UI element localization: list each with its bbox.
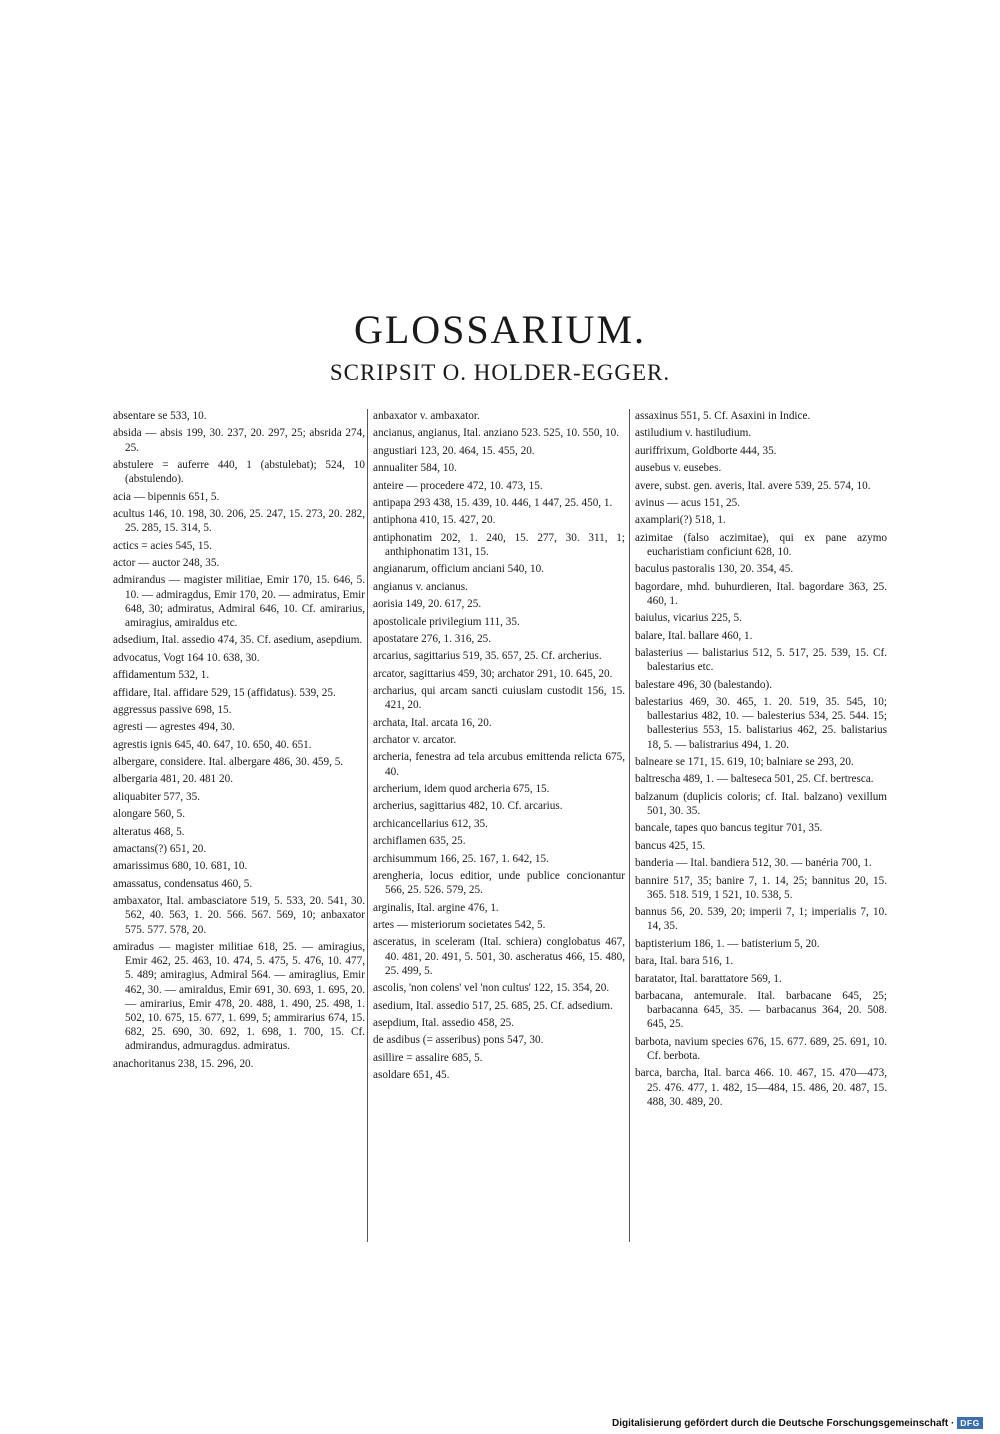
glossary-entry: amactans(?) 651, 20. bbox=[113, 843, 207, 856]
glossary-entry: bannire 517, 35; banire 7, 1. 14, 25; bannitus 20, 15. 365. 518. 519, 1 521, 10. 538, 5. bbox=[635, 874, 887, 901]
glossary-entry: agresti — agrestes 494, 30. bbox=[113, 721, 235, 734]
glossary-entry: bara, Ital. bara 516, 1. bbox=[635, 955, 734, 968]
glossary-entry: arcarius, sagittarius 519, 35. 657, 25. Cf. archerius. bbox=[373, 650, 602, 663]
glossary-entry: annualiter 584, 10. bbox=[373, 462, 457, 475]
glossary-entry: apostatare 276, 1. 316, 25. bbox=[373, 632, 492, 645]
glossary-entry: actor — auctor 248, 35. bbox=[113, 556, 220, 569]
glossary-entry: acultus 146, 10. 198, 30. 206, 25. 247, 15. 273, 20. 282, 25. 285, 15. 314, 5. bbox=[113, 507, 365, 535]
glossary-entry: archicancellarius 612, 35. bbox=[373, 817, 488, 830]
glossary-entry: admirandus — magister militiae, Emir 170, 15. 646, 5. 10. — admiragdus, Emir 170, 20. — admiratus, Emir 648, 30; admiratus, Admiral 646, 10. Cf. amirarius, amiragius, amiraldus etc. bbox=[113, 574, 365, 629]
glossary-entry: amarissimus 680, 10. 681, 10. bbox=[113, 860, 248, 873]
glossary-entry: aliquabiter 577, 35. bbox=[113, 790, 200, 803]
glossary-entry: avinus — acus 151, 25. bbox=[635, 496, 741, 509]
glossary-entry: azimitae (falso aczimitae), qui ex pane azymo eucharistiam conficiunt 628, 10. bbox=[635, 531, 887, 558]
glossary-entry: affidamentum 532, 1. bbox=[113, 669, 210, 682]
glossary-entry: asedium, Ital. assedio 517, 25. 685, 25. Cf. adsedium. bbox=[373, 999, 613, 1012]
glossary-entry: antiphonatim 202, 1. 240, 15. 277, 30. 311, 1; anthiphonatim 131, 15. bbox=[373, 531, 625, 558]
glossary-entry: balare, Ital. ballare 460, 1. bbox=[635, 629, 753, 642]
glossary-entry: asoldare 651, 45. bbox=[373, 1069, 450, 1082]
glossary-entry: anbaxator v. ambaxator. bbox=[373, 410, 480, 422]
glossary-entry: anteire — procedere 472, 10. 473, 15. bbox=[373, 479, 543, 492]
glossary-column-3 bbox=[635, 409, 887, 1112]
column-rule bbox=[629, 409, 630, 1242]
glossary-entry: archata, Ital. arcata 16, 20. bbox=[373, 716, 492, 729]
glossary-entry: baratator, Ital. barattatore 569, 1. bbox=[635, 972, 782, 985]
glossary-entry: ascolis, 'non colens' vel 'non cultus' 122, 15. 354, 20. bbox=[373, 982, 610, 995]
glossary-entry: bancale, tapes quo bancus tegitur 701, 35. bbox=[635, 822, 823, 835]
glossary-entry: albergaria 481, 20. 481 20. bbox=[113, 773, 234, 786]
glossary-entry: avere, subst. gen. averis, Ital. avere 539, 25. 574, 10. bbox=[635, 479, 871, 492]
glossary-entry: adsedium, Ital. assedio 474, 35. Cf. asedium, asepdium. bbox=[113, 634, 363, 647]
glossary-entry: banderia — Ital. bandiera 512, 30. — banéria 700, 1. bbox=[635, 857, 872, 870]
glossary-entry: balasterius — balistarius 512, 5. 517, 25. 539, 15. Cf. balestarius etc. bbox=[635, 647, 887, 674]
glossary-entry: bannus 56, 20. 539, 20; imperii 7, 1; imperialis 7, 10. 14, 35. bbox=[635, 906, 887, 933]
glossary-entry: advocatus, Vogt 164 10. 638, 30. bbox=[113, 651, 260, 664]
glossary-entry: ausebus v. eusebes. bbox=[635, 462, 722, 475]
glossary-entry: baculus pastoralis 130, 20. 354, 45. bbox=[635, 563, 794, 576]
page-title: GLOSSARIUM. bbox=[353, 307, 647, 352]
column-rule bbox=[367, 409, 368, 1242]
glossary-entry: asepdium, Ital. assedio 458, 25. bbox=[373, 1016, 515, 1029]
glossary-entry: aggressus passive 698, 15. bbox=[113, 703, 232, 716]
glossary-entry: apostolicale privilegium 111, 35. bbox=[373, 615, 520, 628]
glossary-entry: alteratus 468, 5. bbox=[113, 825, 185, 838]
glossary-entry: archeria, fenestra ad tela arcubus emittenda relicta 675, 40. bbox=[373, 751, 625, 778]
glossary-entry: bagordare, mhd. buhurdieren, Ital. bagordare 363, 25. 460, 1. bbox=[635, 580, 887, 607]
glossary-entry: asceratus, in sceleram (Ital. schiera) conglobatus 467, 40. 481, 20. 491, 5. 501, 30. ascheratus 466, 15. 480, 25. 499, 5. bbox=[373, 936, 625, 977]
glossary-entry: bancus 425, 15. bbox=[635, 839, 706, 852]
glossary-entry: angianarum, officium anciani 540, 10. bbox=[373, 563, 544, 576]
glossary-entry: acia — bipennis 651, 5. bbox=[113, 490, 220, 503]
glossary-entry: barbacana, antemurale. Ital. barbacane 645, 25; barbacanna 645, 35. — barbacanus 364, 20. 508. 645, 25. bbox=[635, 989, 887, 1031]
glossary-entry: baptisterium 186, 1. — batisterium 5, 20. bbox=[635, 937, 820, 950]
glossary-entry: actics = acies 545, 15. bbox=[113, 539, 212, 552]
glossary-column-1 bbox=[113, 409, 365, 1074]
glossary-entry: angustiari 123, 20. 464, 15. 455, 20. bbox=[373, 444, 535, 457]
glossary-entry: archisummum 166, 25. 167, 1. 642, 15. bbox=[373, 852, 549, 865]
glossary-entry: albergare, considere. Ital. albergare 486, 30. 459, 5. bbox=[113, 756, 344, 769]
glossary-entry: arengheria, locus editior, unde publice concionantur 566, 25. 526. 579, 25. bbox=[373, 869, 625, 897]
glossary-entry: barca, barcha, Ital. barca 466. 10. 467, 15. 470—473, 25. 476. 477, 1. 482, 15—484, 15. 486, 20. 487, 15. 488, 30. 489, 20. bbox=[635, 1067, 887, 1108]
glossary-entry: barbota, navium species 676, 15. 677. 689, 25. 691, 10. Cf. berbota. bbox=[635, 1035, 887, 1062]
glossary-entry: asillire = assalire 685, 5. bbox=[373, 1051, 483, 1064]
glossary-entry: ambaxator, Ital. ambasciatore 519, 5. 533, 20. 541, 30. 562, 40. 563, 1. 20. 566. 567. 569, 10; anbaxator 575. 577. 578, 20. bbox=[113, 895, 365, 936]
page-subtitle: SCRIPSIT O. HOLDER-EGGER. bbox=[329, 360, 671, 385]
glossary-entry: aorisia 149, 20. 617, 25. bbox=[373, 598, 482, 611]
glossary-entry: archerius, sagittarius 482, 10. Cf. arcarius. bbox=[373, 800, 563, 813]
glossary-entry: affidare, Ital. affidare 529, 15 (affidatus). 539, 25. bbox=[113, 686, 336, 699]
glossary-entry: arginalis, Ital. argine 476, 1. bbox=[373, 901, 499, 914]
glossary-entry: alongare 560, 5. bbox=[113, 808, 186, 821]
glossary-entry: abstulere = auferre 440, 1 (abstulebat); 524, 10 (abstulendo). bbox=[113, 458, 365, 486]
glossary-entry: archator v. arcator. bbox=[373, 734, 457, 747]
glossary-entry: amiradus — magister militiae 618, 25. — amiragius, Emir 462, 25. 463, 10. 474, 5. 475, 5. 476, 10. 477, 5. 489; amiragius, Admiral 564. — amiraglius, Emir 462, 30. — amiraldus, Emir 691, 30. 693, 1. 695, 20. — amirarius, Emir 478, 20. 488, 1. 490, 25. 498, 1. 502, 10. 675, 15. 677, 1. 699, 5; ammirarius 674, 15. 682, 25. 690, 30. 692, 1. 698, 1. 700, 15. Cf. admirandus, admuragdus. admiratus. bbox=[113, 941, 365, 1053]
glossary-entry: astiludium v. hastiludium. bbox=[635, 427, 752, 440]
glossary-entry: balestarius 469, 30. 465, 1. 20. 519, 35. 545, 10; ballestarius 482, 10. — balesterius 534, 25. 544. 15; ballesterius 553, 15. balistarius 462, 25. balistarius 18, 5. — balistrarius 494, 1. 20. bbox=[635, 696, 887, 751]
glossary-column-2 bbox=[373, 409, 625, 1086]
glossary-entry: balestare 496, 30 (balestando). bbox=[635, 678, 772, 691]
dfg-logo: DFG bbox=[957, 1417, 982, 1429]
glossary-entry: antiphona 410, 15. 427, 20. bbox=[373, 514, 496, 527]
glossary-entry: archerium, idem quod archeria 675, 15. bbox=[373, 783, 550, 796]
glossary-entry: anachoritanus 238, 15. 296, 20. bbox=[113, 1057, 254, 1070]
glossary-entry: de asdibus (= asseribus) pons 547, 30. bbox=[373, 1034, 544, 1047]
glossary-entry: balneare se 171, 15. 619, 10; balniare se 293, 20. bbox=[635, 756, 854, 769]
glossary-entry: agrestis ignis 645, 40. 647, 10. 650, 40. 651. bbox=[113, 738, 312, 751]
footer-credit bbox=[612, 1417, 983, 1429]
glossary-entry: baltrescha 489, 1. — balteseca 501, 25. Cf. bertresca. bbox=[635, 773, 874, 786]
glossary-entry: antipapa 293 438, 15. 439, 10. 446, 1 447, 25. 450, 1. bbox=[373, 496, 613, 509]
glossary-entry: baiulus, vicarius 225, 5. bbox=[635, 612, 742, 625]
glossary-entry: assaxinus 551, 5. Cf. Asaxini in Indice. bbox=[635, 410, 811, 422]
glossary-entry: artes — misteriorum societates 542, 5. bbox=[373, 918, 546, 931]
glossary-entry: archiflamen 635, 25. bbox=[373, 835, 466, 848]
glossary-entry: arcator, sagittarius 459, 30; archator 291, 10. 645, 20. bbox=[373, 667, 613, 680]
glossary-entry: auriffrixum, Goldborte 444, 35. bbox=[635, 444, 777, 457]
glossary-entry: ancianus, angianus, Ital. anziano 523. 525, 10. 550, 10. bbox=[373, 427, 620, 440]
glossary-entry: balzanum (duplicis coloris; cf. Ital. balzano) vexillum 501, 30. 35. bbox=[635, 790, 887, 818]
glossary-entry: archarius, qui arcam sancti cuiuslam custodit 156, 15. 421, 20. bbox=[373, 685, 625, 712]
footer-text: Digitalisierung gefördert durch die Deutsche Forschungsgemeinschaft · bbox=[612, 1417, 955, 1429]
glossary-entry: absida — absis 199, 30. 237, 20. 297, 25; absrida 274, 25. bbox=[113, 427, 365, 454]
glossary-entry: amassatus, condensatus 460, 5. bbox=[113, 877, 253, 890]
glossary-entry: axamplari(?) 518, 1. bbox=[635, 514, 726, 527]
glossary-entry: absentare se 533, 10. bbox=[113, 410, 207, 422]
glossary-entry: angianus v. ancianus. bbox=[373, 580, 468, 593]
